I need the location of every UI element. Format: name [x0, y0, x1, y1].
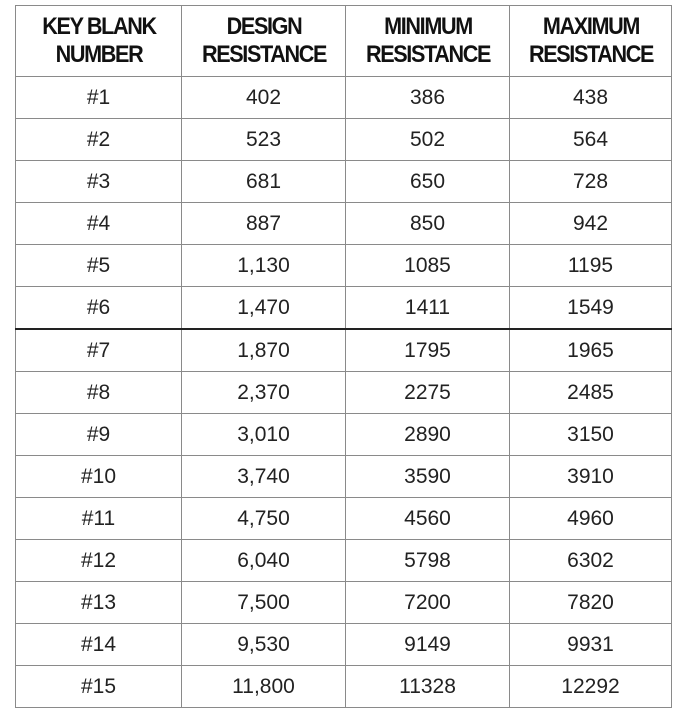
cell-minimum-resistance: 1795 — [346, 329, 510, 372]
cell-key-blank-number: #15 — [16, 666, 182, 708]
table-row — [16, 329, 672, 372]
cell-design-resistance: 2,370 — [182, 372, 346, 414]
cell-minimum-resistance: 1085 — [346, 245, 510, 287]
cell-maximum-resistance: 3150 — [510, 414, 672, 456]
cell-maximum-resistance: 9931 — [510, 624, 672, 666]
cell-key-blank-number: #9 — [16, 414, 182, 456]
table-row — [16, 414, 672, 456]
cell-design-resistance: 9,530 — [182, 624, 346, 666]
header-line: RESISTANCE — [201, 41, 326, 68]
cell-design-resistance: 1,130 — [182, 245, 346, 287]
cell-design-resistance: 7,500 — [182, 582, 346, 624]
cell-key-blank-number: #1 — [16, 77, 182, 119]
resistance-table-container — [15, 5, 672, 708]
header-minimum-resistance — [354, 6, 502, 77]
key-blank-resistance-table — [15, 5, 672, 708]
cell-design-resistance: 681 — [182, 161, 346, 203]
cell-maximum-resistance: 942 — [510, 203, 672, 245]
cell-minimum-resistance: 386 — [346, 77, 510, 119]
table-row — [16, 119, 672, 161]
cell-minimum-resistance: 1411 — [346, 287, 510, 330]
cell-minimum-resistance: 2890 — [346, 414, 510, 456]
cell-minimum-resistance: 4560 — [346, 498, 510, 540]
cell-minimum-resistance: 5798 — [346, 540, 510, 582]
table-row — [16, 287, 672, 330]
cell-key-blank-number: #5 — [16, 245, 182, 287]
cell-design-resistance: 887 — [182, 203, 346, 245]
cell-key-blank-number: #4 — [16, 203, 182, 245]
cell-minimum-resistance: 11328 — [346, 666, 510, 708]
cell-maximum-resistance: 2485 — [510, 372, 672, 414]
table-row — [16, 245, 672, 287]
table-row — [16, 666, 672, 708]
cell-maximum-resistance: 564 — [510, 119, 672, 161]
cell-maximum-resistance: 6302 — [510, 540, 672, 582]
table-row — [16, 498, 672, 540]
table-row — [16, 77, 672, 119]
header-line: MAXIMUM — [542, 13, 639, 40]
table-row — [16, 624, 672, 666]
header-line: DESIGN — [226, 13, 301, 40]
cell-maximum-resistance: 3910 — [510, 456, 672, 498]
cell-maximum-resistance: 1195 — [510, 245, 672, 287]
header-line: MINIMUM — [383, 13, 472, 40]
header-maximum-resistance — [518, 6, 664, 77]
cell-minimum-resistance: 3590 — [346, 456, 510, 498]
cell-minimum-resistance: 7200 — [346, 582, 510, 624]
cell-minimum-resistance: 650 — [346, 161, 510, 203]
table-body — [16, 77, 672, 708]
cell-design-resistance: 11,800 — [182, 666, 346, 708]
table-row — [16, 161, 672, 203]
table-row — [16, 456, 672, 498]
table-row — [16, 203, 672, 245]
cell-design-resistance: 1,870 — [182, 329, 346, 372]
header-line: NUMBER — [55, 41, 142, 68]
cell-minimum-resistance: 850 — [346, 203, 510, 245]
table-row — [16, 372, 672, 414]
cell-minimum-resistance: 502 — [346, 119, 510, 161]
cell-maximum-resistance: 7820 — [510, 582, 672, 624]
header-line: KEY BLANK — [41, 13, 156, 40]
cell-key-blank-number: #2 — [16, 119, 182, 161]
cell-key-blank-number: #11 — [16, 498, 182, 540]
cell-maximum-resistance: 1549 — [510, 287, 672, 330]
cell-design-resistance: 6,040 — [182, 540, 346, 582]
cell-key-blank-number: #7 — [16, 329, 182, 372]
cell-maximum-resistance: 1965 — [510, 329, 672, 372]
cell-key-blank-number: #3 — [16, 161, 182, 203]
cell-minimum-resistance: 2275 — [346, 372, 510, 414]
cell-key-blank-number: #6 — [16, 287, 182, 330]
cell-maximum-resistance: 728 — [510, 161, 672, 203]
cell-design-resistance: 523 — [182, 119, 346, 161]
cell-design-resistance: 3,740 — [182, 456, 346, 498]
cell-key-blank-number: #14 — [16, 624, 182, 666]
cell-maximum-resistance: 4960 — [510, 498, 672, 540]
cell-design-resistance: 3,010 — [182, 414, 346, 456]
cell-key-blank-number: #12 — [16, 540, 182, 582]
header-row — [16, 6, 672, 77]
cell-key-blank-number: #13 — [16, 582, 182, 624]
cell-key-blank-number: #10 — [16, 456, 182, 498]
table-row — [16, 582, 672, 624]
cell-design-resistance: 4,750 — [182, 498, 346, 540]
header-line: RESISTANCE — [528, 41, 653, 68]
header-line: RESISTANCE — [365, 41, 490, 68]
header-design-resistance — [190, 6, 338, 77]
table-row — [16, 540, 672, 582]
header-key-blank-number — [24, 6, 173, 77]
cell-key-blank-number: #8 — [16, 372, 182, 414]
table-header — [16, 6, 672, 77]
cell-design-resistance: 402 — [182, 77, 346, 119]
cell-minimum-resistance: 9149 — [346, 624, 510, 666]
cell-maximum-resistance: 12292 — [510, 666, 672, 708]
cell-design-resistance: 1,470 — [182, 287, 346, 330]
cell-maximum-resistance: 438 — [510, 77, 672, 119]
